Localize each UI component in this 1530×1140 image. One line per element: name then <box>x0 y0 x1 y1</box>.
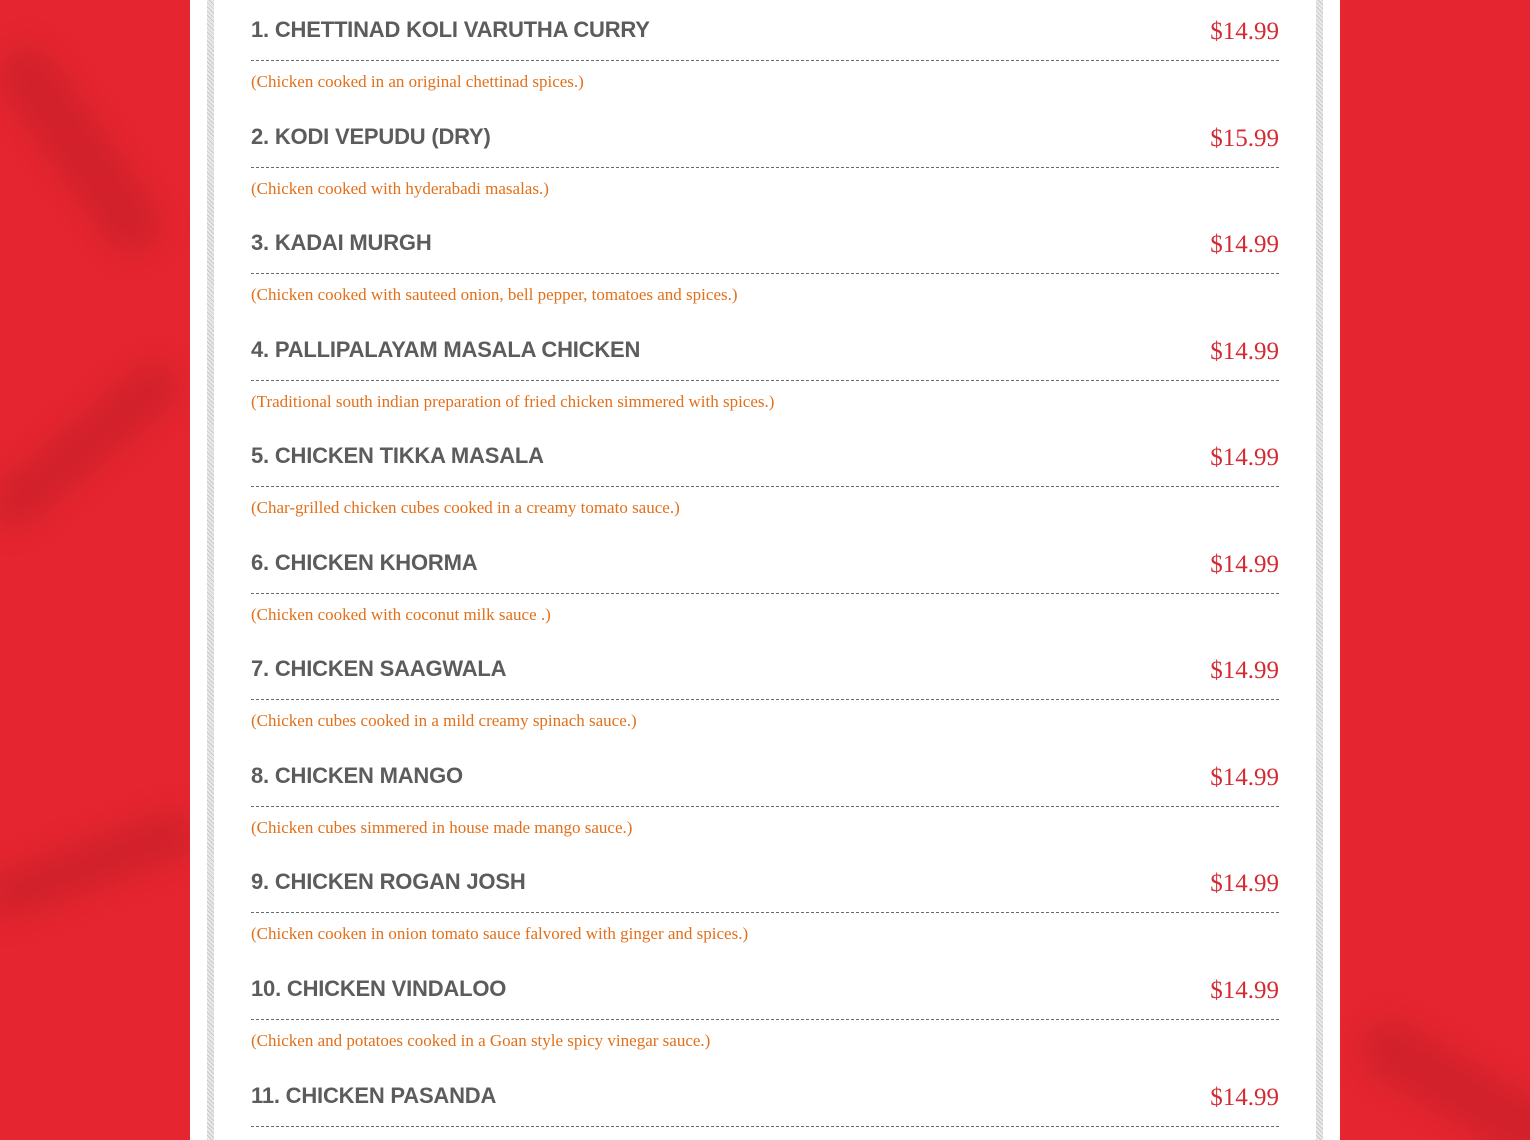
menu-item-name: 8. CHICKEN MANGO <box>251 763 463 788</box>
menu-item-price: $14.99 <box>1210 444 1279 471</box>
menu-item-name: 6. CHICKEN KHORMA <box>251 550 478 575</box>
menu-item-name: 5. CHICKEN TIKKA MASALA <box>251 443 544 468</box>
menu-item-header <box>251 1066 1279 1127</box>
menu-item-name: 3. KADAI MURGH <box>251 230 432 255</box>
menu-item <box>251 213 1279 319</box>
menu-item-name: 7. CHICKEN SAAGWALA <box>251 656 507 681</box>
menu-item-header <box>251 639 1279 700</box>
menu-item-description: (Chicken cubes simmered in house made mango sauce.) <box>251 818 633 837</box>
menu-item-price: $14.99 <box>1210 657 1279 684</box>
menu-item-description: (Chicken cooked with hyderabadi masalas.) <box>251 179 549 198</box>
menu-item <box>251 320 1279 426</box>
menu-item-price: $14.99 <box>1210 870 1279 897</box>
menu-item-header <box>251 213 1279 274</box>
menu-item <box>251 0 1279 106</box>
menu-item <box>251 639 1279 745</box>
menu-item-description: (Chicken cubes cooked in a mild creamy spinach sauce.) <box>251 711 637 730</box>
menu-item <box>251 533 1279 639</box>
menu-item-header <box>251 746 1279 807</box>
menu-item <box>251 852 1279 958</box>
menu-item-price: $14.99 <box>1210 338 1279 365</box>
menu-item-price: $14.99 <box>1210 977 1279 1004</box>
menu-item-header <box>251 0 1279 61</box>
menu-item-price: $15.99 <box>1210 125 1279 152</box>
background-decoration <box>0 352 189 538</box>
menu-item-header <box>251 320 1279 381</box>
menu-item-description: (Chicken cooken in onion tomato sauce falvored with ginger and spices.) <box>251 924 749 943</box>
menu-item-description: (Chicken cooked with sauteed onion, bell pepper, tomatoes and spices.) <box>251 285 738 304</box>
menu-item-name: 9. CHICKEN ROGAN JOSH <box>251 869 526 894</box>
menu-item <box>251 107 1279 213</box>
menu-item-header <box>251 533 1279 594</box>
menu-item-price: $14.99 <box>1210 551 1279 578</box>
menu-item-name: 11. CHICKEN PASANDA <box>251 1083 497 1108</box>
menu-item-name: 2. KODI VEPUDU (DRY) <box>251 124 491 149</box>
menu-item <box>251 426 1279 532</box>
menu-item-header <box>251 107 1279 168</box>
menu-item-description: (Traditional south indian preparation of fried chicken simmered with spices.) <box>251 392 775 411</box>
menu-item-name: 4. PALLIPALAYAM MASALA CHICKEN <box>251 337 641 362</box>
background-decoration <box>0 34 173 265</box>
menu-item-header <box>251 426 1279 487</box>
background-decoration <box>1350 1009 1530 1140</box>
menu-item <box>251 959 1279 1065</box>
panel-border-left <box>207 0 214 1140</box>
menu-item-name: 10. CHICKEN VINDALOO <box>251 976 507 1001</box>
menu-item-description: (Chicken and potatoes cooked in a Goan style spicy vinegar sauce.) <box>251 1031 711 1050</box>
menu-item-price: $14.99 <box>1210 764 1279 791</box>
background-decoration <box>0 804 202 926</box>
panel-border-right <box>1316 0 1323 1140</box>
menu-item-price: $14.99 <box>1210 18 1279 45</box>
menu-item-price: $14.99 <box>1210 1084 1279 1111</box>
menu-item-header <box>251 959 1279 1020</box>
menu-item-description: (Char-grilled chicken cubes cooked in a creamy tomato sauce.) <box>251 498 680 517</box>
menu-item <box>251 1066 1279 1140</box>
menu-item-description: (Chicken cooked in an original chettinad spices.) <box>251 72 584 91</box>
menu-item-description: (Chicken cooked with coconut milk sauce .) <box>251 605 551 624</box>
menu-item-price: $14.99 <box>1210 231 1279 258</box>
menu-item-name: 1. CHETTINAD KOLI VARUTHA CURRY <box>251 17 650 42</box>
menu-item-header <box>251 852 1279 913</box>
menu-item <box>251 746 1279 852</box>
